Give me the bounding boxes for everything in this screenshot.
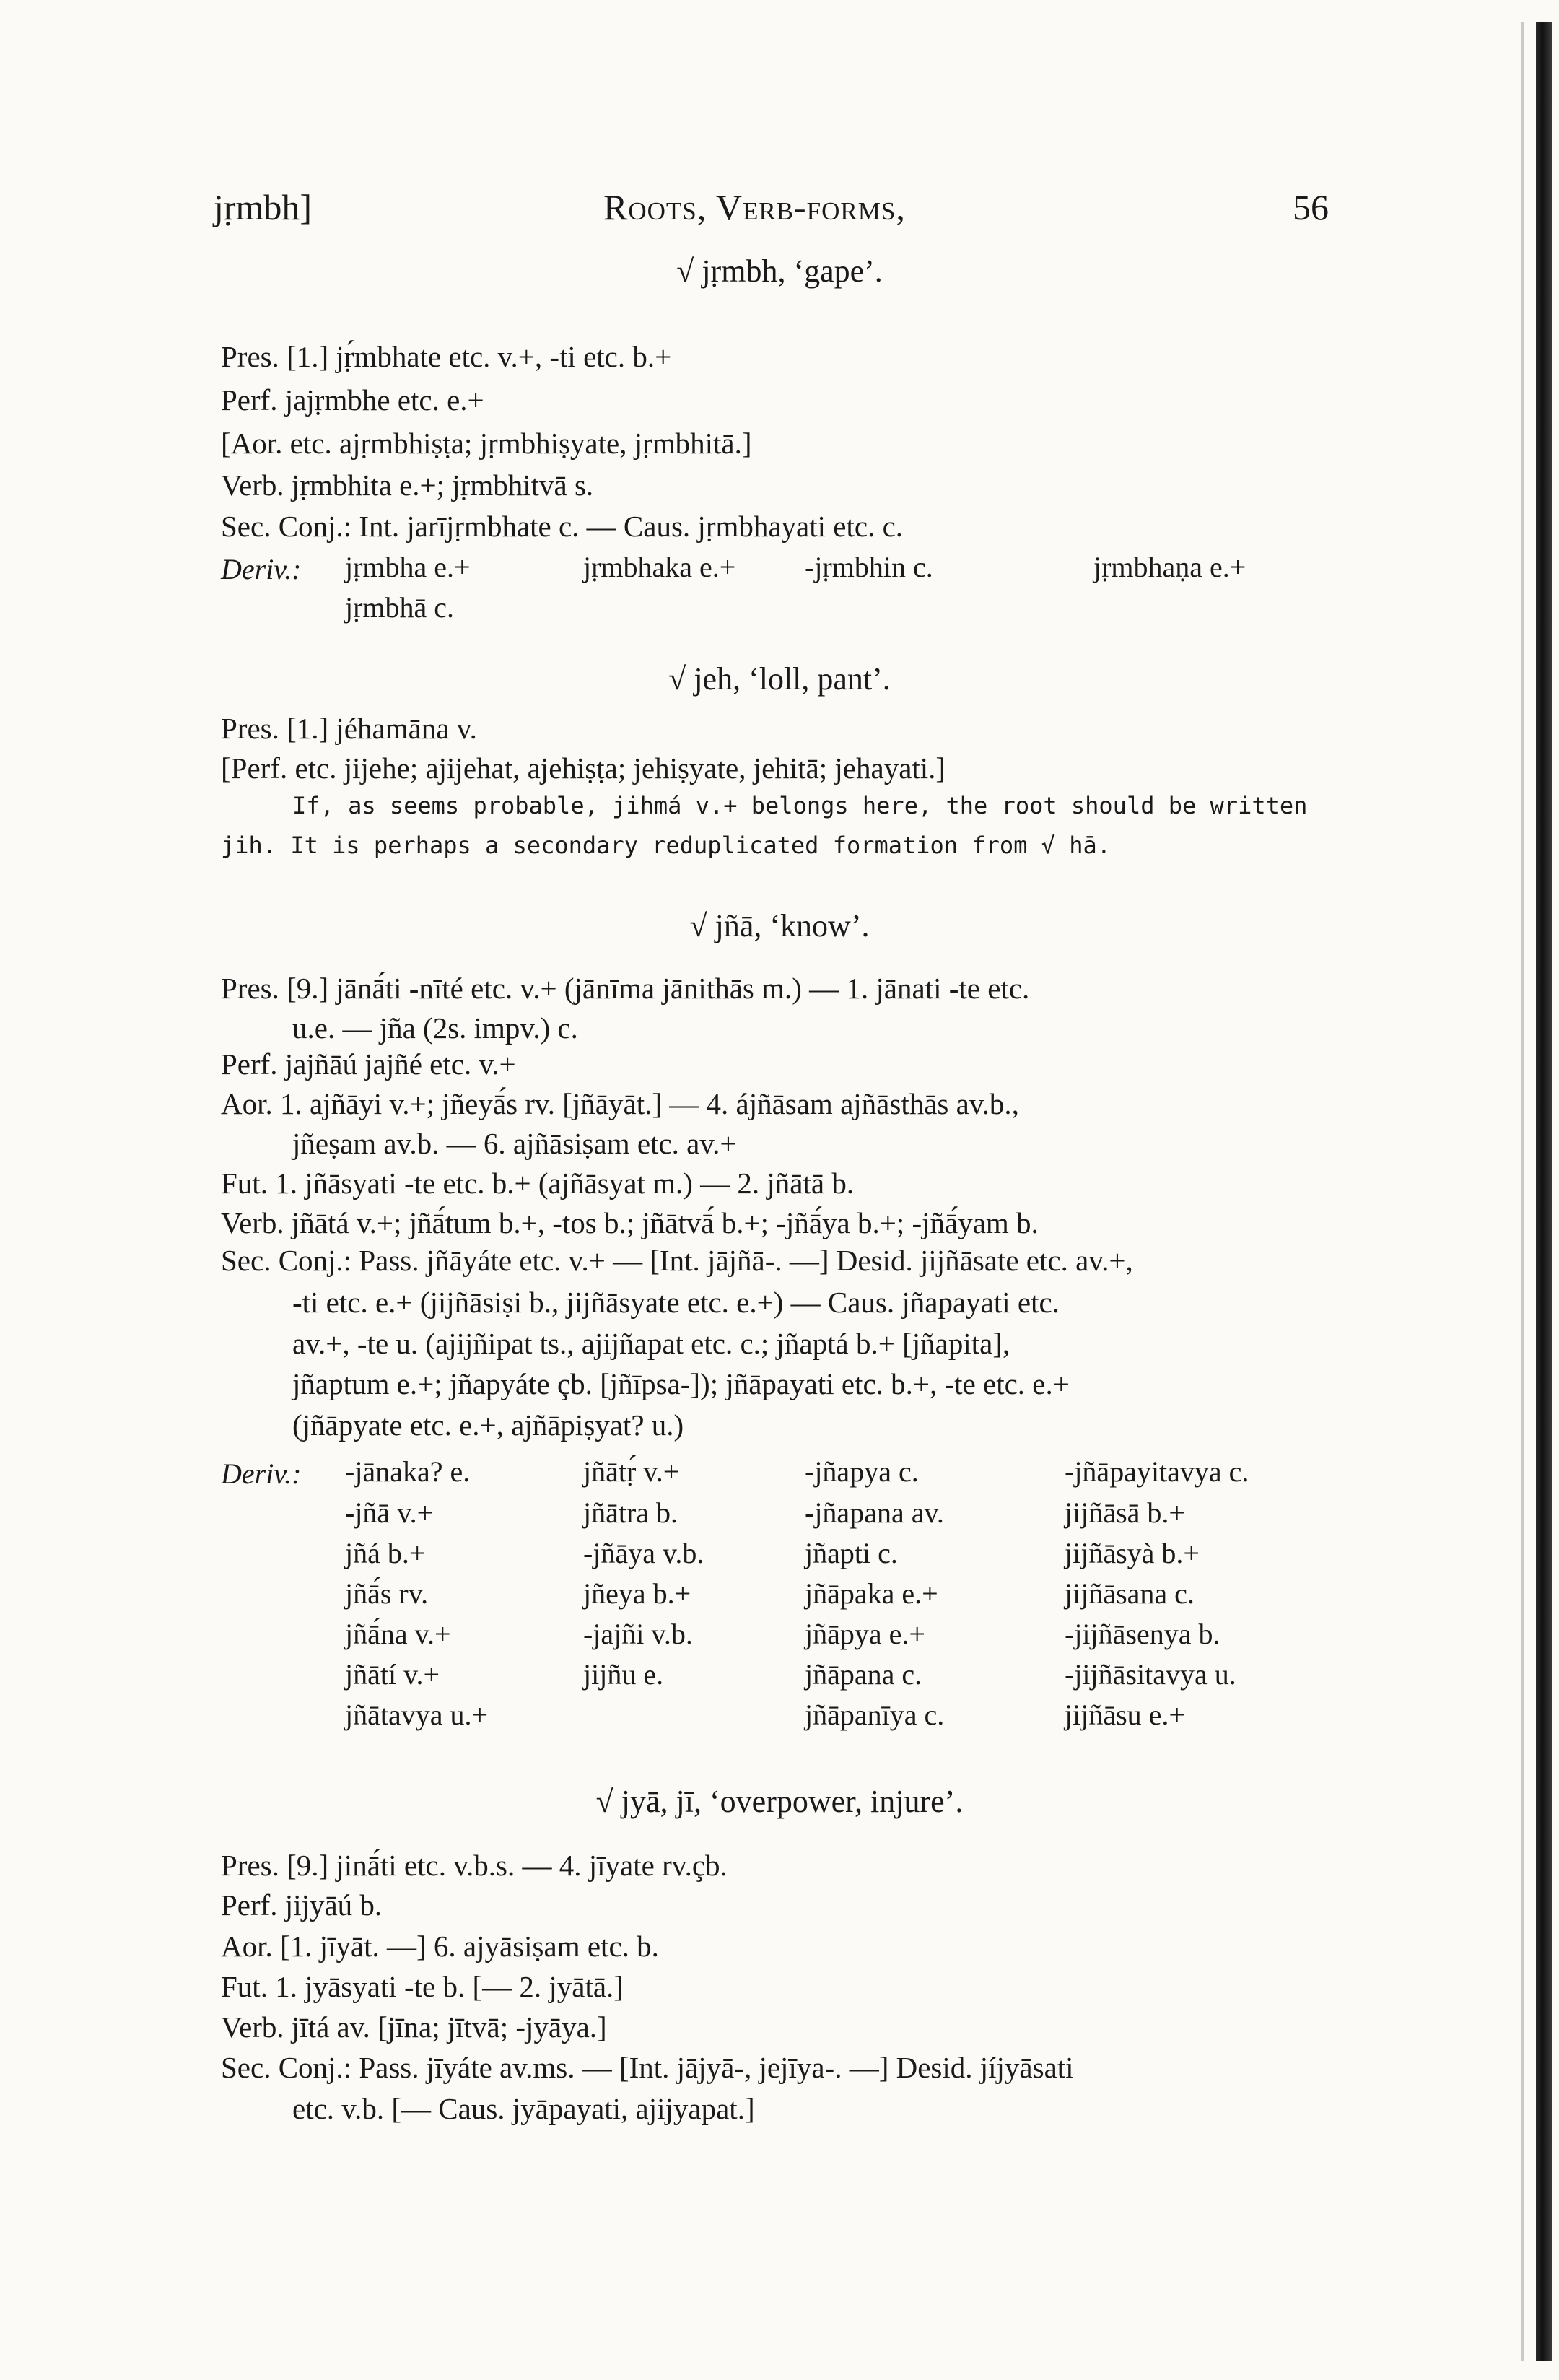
deriv-item: jñá b.+ bbox=[345, 1537, 426, 1569]
entry-line: Perf. jajṛmbhe etc. e.+ bbox=[221, 383, 484, 417]
entry-line: Pres. [9.] jānā́ti -nīté etc. v.+ (jānīma jānithās m.) — 1. jānati -te etc. bbox=[221, 972, 1030, 1005]
deriv-label: Deriv.: bbox=[221, 553, 302, 585]
entry-line: etc. v.b. [— Caus. jyāpayati, ajijyapat.] bbox=[292, 2092, 755, 2125]
deriv-item: jñāpaka e.+ bbox=[805, 1577, 938, 1610]
deriv-item: -jñāya v.b. bbox=[583, 1537, 704, 1569]
deriv-item: jñāpya e.+ bbox=[805, 1618, 925, 1650]
entry-line: Perf. jajñāú jajñé etc. v.+ bbox=[221, 1047, 516, 1081]
header-left: jṛmbh] bbox=[214, 187, 313, 227]
deriv-item: jijñāsana c. bbox=[1065, 1577, 1195, 1610]
deriv-item: -jñāpayitavya c. bbox=[1065, 1455, 1249, 1488]
deriv-item: -jṛmbhin c. bbox=[805, 551, 933, 583]
entry-line: av.+, -te u. (ajijñipat ts., ajijñapat etc. c.; jñaptá b.+ [jñapita], bbox=[292, 1327, 1010, 1360]
section-title-jna: √ jñā, ‘know’. bbox=[689, 908, 870, 943]
deriv-label: Deriv.: bbox=[221, 1457, 302, 1490]
deriv-item: -jānaka? e. bbox=[345, 1455, 471, 1488]
entry-line: jñaptum e.+; jñapyáte çb. [jñīpsa-]); jñāpayati etc. b.+, -te etc. e.+ bbox=[292, 1367, 1070, 1400]
deriv-item: -jñapana av. bbox=[805, 1496, 944, 1529]
deriv-item: jñapti c. bbox=[805, 1537, 898, 1569]
deriv-item: jñeya b.+ bbox=[583, 1577, 691, 1610]
entry-line: Fut. 1. jyāsyati -te b. [— 2. jyātā.] bbox=[221, 1970, 624, 2003]
section-title-jrmbh: √ jṛmbh, ‘gape’. bbox=[676, 253, 883, 289]
deriv-item: jijñu e. bbox=[583, 1658, 664, 1691]
entry-line: Fut. 1. jñāsyati -te etc. b.+ (ajñāsyat m.) — 2. jñātā b. bbox=[221, 1167, 855, 1200]
deriv-item: jñātra b. bbox=[583, 1496, 678, 1529]
entry-line: Aor. [1. jīyāt. —] 6. ajyāsiṣam etc. b. bbox=[221, 1930, 659, 1963]
deriv-item: jijñāsu e.+ bbox=[1065, 1699, 1185, 1731]
deriv-item: -jñapya c. bbox=[805, 1455, 919, 1488]
deriv-item: jñātṛ́ v.+ bbox=[583, 1455, 680, 1488]
entry-line: Pres. [9.] jinā́ti etc. v.b.s. — 4. jīyate rv.çb. bbox=[221, 1849, 728, 1882]
page-number: 56 bbox=[1293, 187, 1329, 227]
entry-line: Verb. jītá av. [jīna; jītvā; -jyāya.] bbox=[221, 2010, 607, 2044]
deriv-item: jñāpana c. bbox=[805, 1658, 922, 1691]
deriv-item: jñātavya u.+ bbox=[345, 1699, 489, 1731]
entry-line: [Aor. etc. ajṛmbhiṣṭa; jṛmbhiṣyate, jṛmbhitā.] bbox=[221, 427, 752, 460]
entry-line: Pres. [1.] jéhamāna v. bbox=[221, 712, 477, 745]
entry-line: Perf. jijyāú b. bbox=[221, 1888, 383, 1922]
section-title-jeh: √ jeh, ‘loll, pant’. bbox=[668, 661, 891, 697]
deriv-item: jñāpanīya c. bbox=[805, 1699, 945, 1731]
deriv-item: jṛmbha e.+ bbox=[345, 551, 471, 583]
note-line: jih. It is perhaps a secondary reduplicated formation from √ hā. bbox=[221, 832, 1111, 859]
entry-line: [Perf. etc. jijehe; ajijehat, ajehiṣṭa; jehiṣyate, jehitā; jehayati.] bbox=[221, 751, 946, 785]
entry-line: u.e. — jña (2s. impv.) c. bbox=[292, 1011, 578, 1045]
page-edge-shadow bbox=[1521, 22, 1524, 2361]
entry-line: -ti etc. e.+ (jijñāsiṣi b., jijñāsyate etc. e.+) — Caus. jñapayati etc. bbox=[292, 1286, 1060, 1319]
deriv-item: -jijñāsenya b. bbox=[1065, 1618, 1220, 1650]
entry-line: jñeṣam av.b. — 6. ajñāsiṣam etc. av.+ bbox=[292, 1127, 737, 1160]
deriv-item: jijñāsā b.+ bbox=[1065, 1496, 1185, 1529]
deriv-item: jñā́s rv. bbox=[345, 1577, 429, 1610]
deriv-item: jṛmbhaṇa e.+ bbox=[1093, 551, 1246, 583]
running-header bbox=[214, 186, 1329, 230]
book-spine-edge bbox=[1536, 22, 1552, 2361]
deriv-item: -jñā v.+ bbox=[345, 1496, 434, 1529]
section-title-jya: √ jyā, jī, ‘overpower, injure’. bbox=[595, 1784, 964, 1819]
entry-line: Aor. 1. ajñāyi v.+; jñeyā́s rv. [jñāyāt.] — 4. ájñāsam ajñāsthās av.b., bbox=[221, 1087, 1019, 1120]
entry-line: Sec. Conj.: Int. jarījṛmbhate c. — Caus. jṛmbhayati etc. c. bbox=[221, 510, 904, 543]
entry-line: Sec. Conj.: Pass. jñāyáte etc. v.+ — [Int. jājñā-. —] Desid. jijñāsate etc. av.+, bbox=[221, 1244, 1133, 1277]
deriv-item: jṛmbhaka e.+ bbox=[583, 551, 736, 583]
deriv-item: -jajñi v.b. bbox=[583, 1618, 693, 1650]
entry-line: Pres. [1.] jṛ́mbhate etc. v.+, -ti etc. b.+ bbox=[221, 340, 672, 373]
deriv-item: jṛmbhā c. bbox=[345, 591, 455, 624]
deriv-item: -jijñāsitavya u. bbox=[1065, 1658, 1236, 1691]
header-center: Roots, Verb-forms, bbox=[603, 187, 906, 227]
deriv-item: jijñāsyà b.+ bbox=[1065, 1537, 1200, 1569]
entry-line: Verb. jṛmbhita e.+; jṛmbhitvā s. bbox=[221, 468, 594, 502]
entry-line: (jñāpyate etc. e.+, ajñāpiṣyat? u.) bbox=[292, 1408, 684, 1442]
entry-line: Sec. Conj.: Pass. jīyáte av.ms. — [Int. jājyā-, jejīya-. —] Desid. jíjyāsati bbox=[221, 2051, 1074, 2084]
deriv-item: jñā́na v.+ bbox=[345, 1618, 451, 1650]
entry-line: Verb. jñātá v.+; jñā́tum b.+, -tos b.; jñātvā́ b.+; -jñā́ya b.+; -jñā́yam b. bbox=[221, 1206, 1039, 1239]
note-line: If, as seems probable, jihmá v.+ belongs here, the root should be written bbox=[292, 792, 1308, 819]
deriv-item: jñātí v.+ bbox=[345, 1658, 440, 1691]
